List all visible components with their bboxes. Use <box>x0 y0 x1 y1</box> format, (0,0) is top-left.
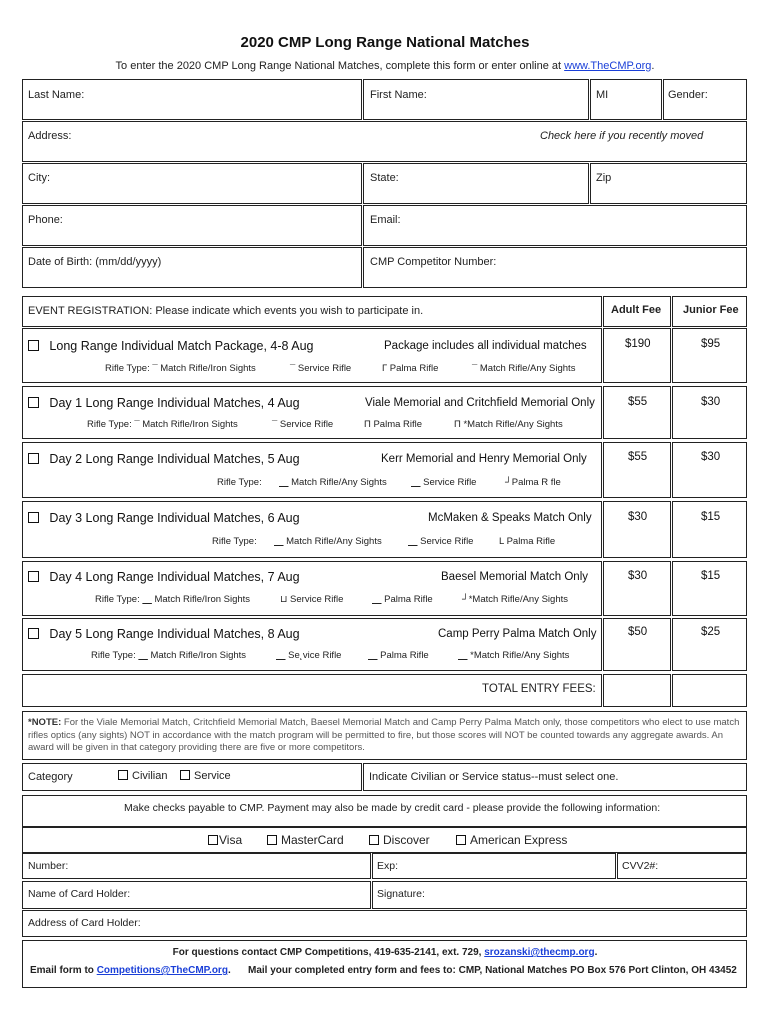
checkbox-icon[interactable] <box>28 397 39 408</box>
competitor-number-label: CMP Competitor Number: <box>370 256 497 268</box>
junior-fee: $30 <box>701 396 721 408</box>
amex-label: American Express <box>470 833 568 847</box>
event-desc: Package includes all individual matches <box>384 340 587 352</box>
rifle-option[interactable]: ¯ Service Rifle <box>290 363 352 374</box>
rifle-option[interactable]: Rifle Type: ¯ Match Rifle/Iron Sights <box>105 363 256 374</box>
event-desc: McMaken & Speaks Match Only <box>428 512 592 524</box>
event-title: Day 5 Long Range Individual Matches, 8 Aug <box>49 627 300 641</box>
checkbox-icon[interactable] <box>369 835 379 845</box>
adult-fee-cell <box>603 328 671 383</box>
amex-option[interactable] <box>456 833 567 847</box>
rifle-option[interactable]: Rifle Type: ⎽ Match Rifle/Iron Sights <box>95 594 251 605</box>
junior-fee-cell <box>672 328 747 383</box>
rifle-option[interactable]: ¯ Service Rifle <box>272 419 334 430</box>
mastercard-option[interactable] <box>267 833 344 847</box>
address-label: Address: <box>28 130 72 142</box>
event-desc: Kerr Memorial and Henry Memorial Only <box>381 453 587 465</box>
event-title: Day 3 Long Range Individual Matches, 6 Aug <box>49 511 300 525</box>
category-instruction: Indicate Civilian or Service status--must select one. <box>369 771 619 783</box>
adult-fee: $55 <box>628 451 648 463</box>
event-row <box>22 501 602 558</box>
rifle-option[interactable]: ¯ Match Rifle/Any Sights <box>472 363 576 374</box>
checkbox-icon[interactable] <box>28 512 39 523</box>
rifle-label: Rifle Type: <box>212 536 257 547</box>
card-number-field[interactable] <box>22 853 371 879</box>
email-label: Email: <box>370 214 401 226</box>
civilian-option[interactable] <box>118 770 167 782</box>
event-title: Day 1 Long Range Individual Matches, 4 Aug <box>49 396 300 410</box>
card-holder-name-label: Name of Card Holder: <box>28 888 131 900</box>
mail-instruction: Mail your completed entry form and fees to: CMP, National Matches PO Box 576 Port Clinton, OH 43452 <box>248 965 737 976</box>
junior-fee-cell <box>672 501 747 558</box>
category-label: Category <box>28 771 73 783</box>
event-desc: Viale Memorial and Critchfield Memorial Only <box>365 397 595 409</box>
city-field[interactable] <box>22 163 362 204</box>
event-day4[interactable] <box>28 570 300 584</box>
adult-fee: $30 <box>628 570 648 582</box>
discover-option[interactable] <box>369 833 430 847</box>
event-title: Day 4 Long Range Individual Matches, 7 Aug <box>49 570 300 584</box>
checkbox-icon[interactable] <box>180 770 190 780</box>
email-line <box>30 965 231 976</box>
mi-label: MI <box>596 89 609 101</box>
service-option[interactable] <box>180 770 231 782</box>
checkbox-icon[interactable] <box>118 770 128 780</box>
adult-fee-cell <box>603 501 671 558</box>
junior-fee: $30 <box>701 451 721 463</box>
email-text: Email form to <box>30 965 97 976</box>
rifle-option[interactable]: ⎽ Service Rifle <box>411 477 477 488</box>
subtitle-period: . <box>651 60 655 72</box>
checkbox-icon[interactable] <box>208 835 218 845</box>
mastercard-label: MasterCard <box>281 833 344 847</box>
card-number-label: Number: <box>28 860 69 872</box>
form-title: 2020 CMP Long Range National Matches <box>240 34 530 51</box>
rifle-option[interactable]: ┘*Match Rifle/Any Sights <box>462 594 568 605</box>
total-junior-cell[interactable] <box>672 674 747 707</box>
zip-label: Zip <box>596 172 612 184</box>
adult-fee-label: Adult Fee <box>611 304 662 316</box>
junior-fee-label: Junior Fee <box>683 304 739 316</box>
event-desc: Baesel Memorial Match Only <box>441 571 588 583</box>
state-label: State: <box>370 172 399 184</box>
phone-label: Phone: <box>28 214 63 226</box>
rifle-option[interactable]: ⎽ Service Rifle <box>408 536 474 547</box>
junior-fee: $95 <box>701 338 721 350</box>
event-row <box>22 328 602 383</box>
note-body: For the Viale Memorial Match, Critchfield Memorial Match, Baesel Memorial Match and Camp Perry Palma Match only, those competitors who elect to use match rifles optics (any sights) NOT in accordance with the match program will be permitted to fire, but those scores will NOT be counted towards any aggregate awards. An award will be given in that category providing there are five or more competitors. <box>28 717 740 753</box>
event-day5[interactable] <box>28 627 300 641</box>
rifle-option[interactable]: ⎽ *Match Rifle/Any Sights <box>458 650 570 661</box>
rifle-label: Rifle Type: <box>217 477 262 488</box>
total-label: TOTAL ENTRY FEES: <box>482 683 596 695</box>
visa-label: Visa <box>219 833 243 847</box>
last-name-label: Last Name: <box>28 89 85 101</box>
adult-fee: $50 <box>628 626 648 638</box>
signature-field[interactable] <box>372 881 747 909</box>
checkbox-icon[interactable] <box>28 571 39 582</box>
email-period: . <box>227 965 231 976</box>
discover-label: Discover <box>383 833 430 847</box>
total-adult-cell[interactable] <box>603 674 671 707</box>
note-text <box>28 717 743 755</box>
payment-instruction: Make checks payable to CMP. Payment may also be made by credit card - please provide the following information: <box>124 802 661 814</box>
rifle-option[interactable]: П *Match Rifle/Any Sights <box>454 419 563 430</box>
card-holder-address-label: Address of Card Holder: <box>28 917 141 929</box>
rifle-option[interactable]: Rifle Type: ¯ Match Rifle/Iron Sights <box>87 419 238 430</box>
recently-moved-label[interactable]: Check here if you recently moved <box>540 130 704 142</box>
dob-label: Date of Birth: (mm/dd/yyyy) <box>28 256 162 268</box>
event-row <box>22 618 602 671</box>
event-day3[interactable] <box>28 511 300 525</box>
exp-field[interactable] <box>372 853 616 879</box>
rifle-option[interactable]: Rifle Type: ⎽ Match Rifle/Iron Sights <box>91 650 247 661</box>
events-instruction: EVENT REGISTRATION: Please indicate which events you wish to participate in. <box>28 305 424 317</box>
junior-fee: $15 <box>701 511 721 523</box>
rifle-option[interactable]: ⊔ Service Rifle <box>280 594 344 605</box>
contact-period: . <box>594 947 598 958</box>
event-row <box>22 386 602 439</box>
exp-label: Exp: <box>377 860 399 872</box>
event-day1[interactable] <box>28 396 300 410</box>
rifle-option[interactable]: ⎽ Palma Rifle <box>368 650 429 661</box>
subtitle-text: To enter the 2020 CMP Long Range National Matches, complete this form or enter online at <box>115 60 565 72</box>
zip-field[interactable] <box>590 163 747 204</box>
adult-fee-cell <box>603 386 671 439</box>
signature-label: Signature: <box>377 888 425 900</box>
event-package[interactable] <box>28 339 314 353</box>
form-subtitle <box>0 60 770 72</box>
event-desc: Camp Perry Palma Match Only <box>438 628 597 640</box>
rifle-option[interactable]: П Palma Rifle <box>364 419 423 430</box>
civilian-label: Civilian <box>132 770 168 782</box>
adult-fee: $190 <box>625 338 651 350</box>
competitions-email-link[interactable]: Competitions@TheCMP.org <box>96 965 228 976</box>
website-link[interactable]: www.TheCMP.org <box>564 60 652 72</box>
rifle-option[interactable]: ⎽ Match Rifle/Any Sights <box>274 536 382 547</box>
rifle-option[interactable]: ⎽ Match Rifle/Any Sights <box>279 477 387 488</box>
event-day2[interactable] <box>28 452 300 466</box>
cvv-label: CVV2#: <box>622 860 659 872</box>
rifle-option[interactable]: L Palma Rifle <box>499 536 556 547</box>
checkbox-icon[interactable] <box>456 835 466 845</box>
rifle-option[interactable]: ⎽ Se˛vice Rifle <box>276 650 342 661</box>
gender-label: Gender: <box>668 89 708 101</box>
checkbox-icon[interactable] <box>28 453 39 464</box>
service-label: Service <box>194 770 231 782</box>
city-label: City: <box>28 172 50 184</box>
adult-fee: $30 <box>628 511 648 523</box>
junior-fee-cell <box>672 386 747 439</box>
junior-fee: $25 <box>701 626 721 638</box>
email-field[interactable] <box>363 205 747 246</box>
contact-text: For questions contact CMP Competitions, 419-635-2141, ext. 729, <box>172 947 485 958</box>
adult-fee: $55 <box>628 396 648 408</box>
event-title: Long Range Individual Match Package, 4-8 Aug <box>49 339 314 353</box>
checkbox-icon[interactable] <box>28 340 39 351</box>
checkbox-icon[interactable] <box>28 628 39 639</box>
visa-option[interactable] <box>208 833 242 847</box>
note-label: *NOTE: <box>28 717 62 728</box>
contact-line <box>0 947 770 958</box>
event-row <box>22 442 602 498</box>
junior-fee: $15 <box>701 570 721 582</box>
phone-field[interactable] <box>22 205 362 246</box>
first-name-label: First Name: <box>370 89 427 101</box>
checkbox-icon[interactable] <box>267 835 277 845</box>
rifle-option[interactable]: ┘Palma R fle <box>505 477 561 488</box>
rifle-option[interactable]: ⎽ Palma Rifle <box>372 594 433 605</box>
rifle-option[interactable]: Г Palma Rifle <box>382 363 439 374</box>
event-title: Day 2 Long Range Individual Matches, 5 Aug <box>49 452 300 466</box>
contact-email-link[interactable]: srozanski@thecmp.org <box>484 947 595 958</box>
